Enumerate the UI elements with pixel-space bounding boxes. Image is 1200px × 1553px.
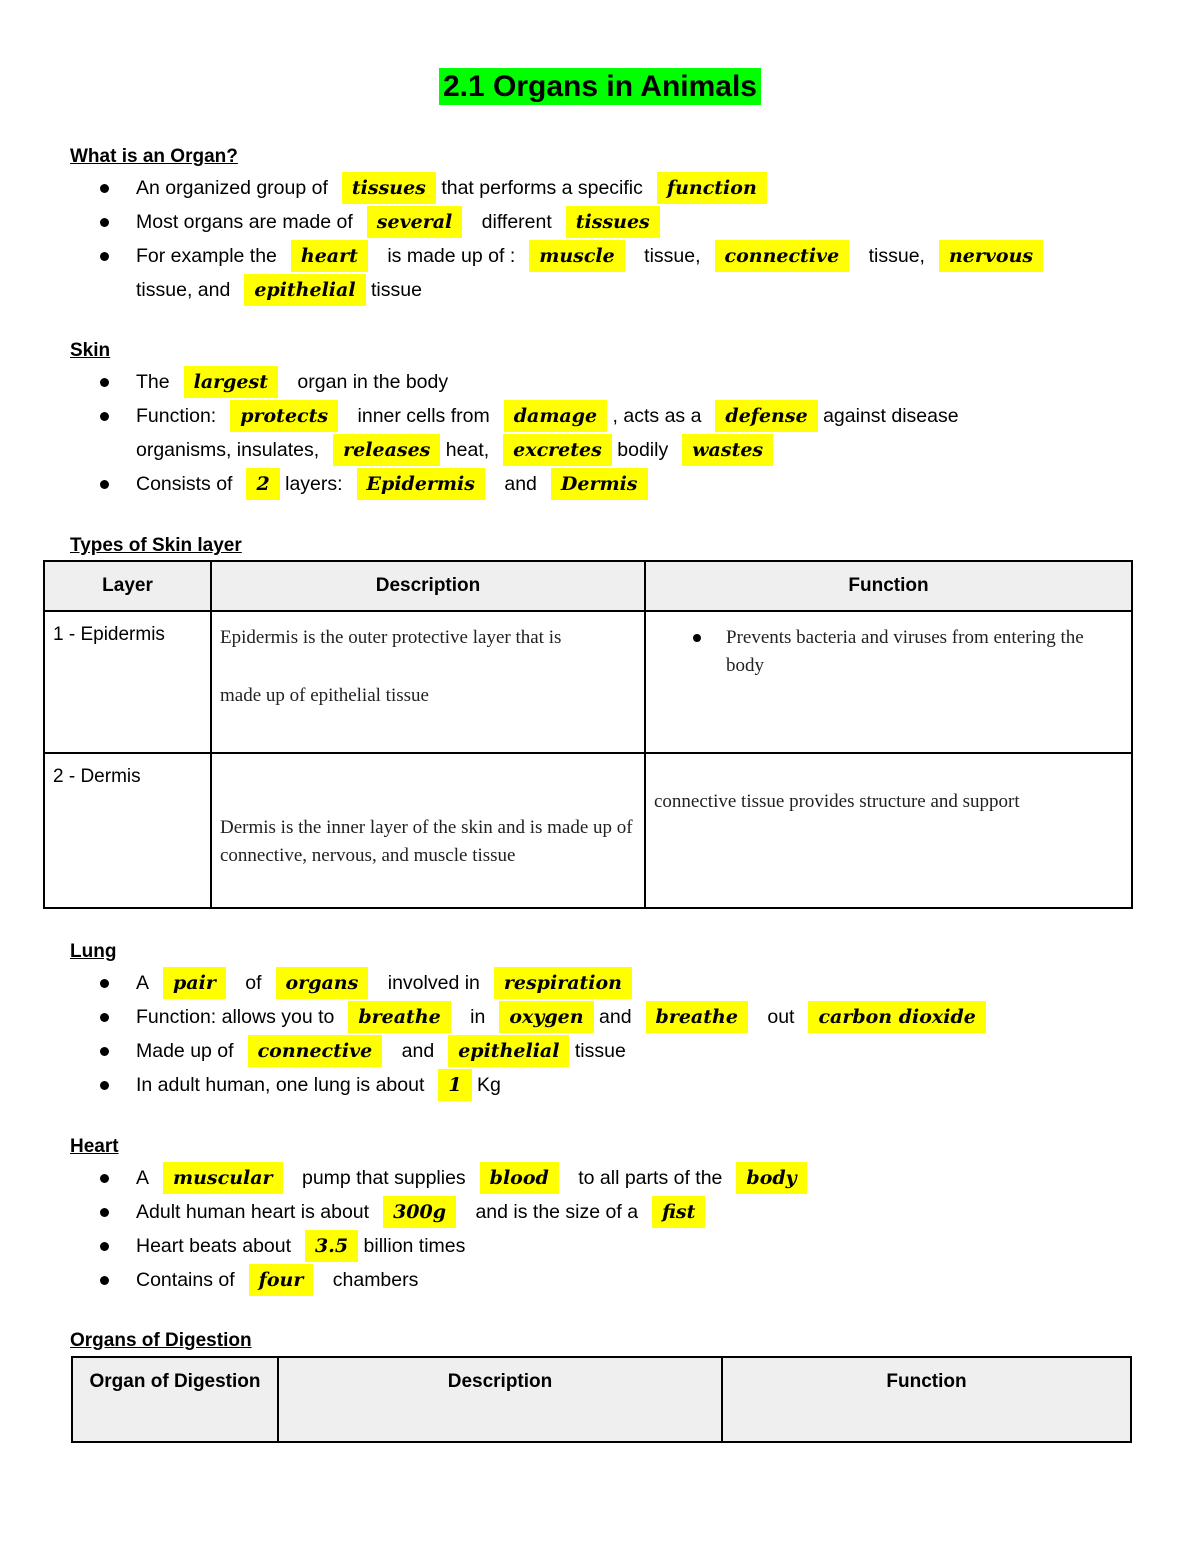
heart-line-3: Heart beats about 3.5 billion times	[136, 1230, 465, 1262]
skin-line-1: The largest organ in the body	[136, 366, 448, 398]
section-heading-digestion: Organs of Digestion	[70, 1330, 252, 1351]
organ-line-3: For example the heart is made up of : muscle tissue, connective tissue, nervous	[136, 240, 1043, 272]
bullet-icon	[100, 412, 109, 421]
section-heading-heart: Heart	[70, 1136, 119, 1157]
bullet-icon	[100, 1242, 109, 1251]
bullet-icon	[100, 979, 109, 988]
heart-line-1: A muscular pump that supplies blood to all parts of the body	[136, 1162, 807, 1194]
bullet-icon	[693, 634, 701, 642]
heart-line-2: Adult human heart is about 300g and is the size of a fist	[136, 1196, 705, 1228]
table-row	[44, 611, 1132, 753]
bullet-icon	[100, 252, 109, 261]
lung-line-4: In adult human, one lung is about 1 Kg	[136, 1069, 501, 1101]
table-row	[44, 753, 1132, 908]
layer-cell: 2 - Dermis	[44, 753, 211, 908]
bullet-icon	[100, 1174, 109, 1183]
bullet-icon	[100, 1081, 109, 1090]
function-cell: connective tissue provides structure and support	[645, 753, 1132, 908]
bullet-icon	[100, 1208, 109, 1217]
lung-line-1: A pair of organs involved in respiration	[136, 967, 632, 999]
lung-line-2: Function: allows you to breathe in oxygen and breathe out carbon dioxide	[136, 1001, 986, 1033]
function-cell: Prevents bacteria and viruses from entering the body	[645, 611, 1132, 753]
table-header-row	[72, 1357, 1131, 1442]
skin-line-3: organisms, insulates, releases heat, excretes bodily wastes	[136, 434, 773, 466]
description-cell: Dermis is the inner layer of the skin and is made up of connective, nervous, and muscle tissue	[211, 753, 645, 908]
digestion-table	[71, 1356, 1132, 1443]
lung-line-3: Made up of connective and epithelial tissue	[136, 1035, 626, 1067]
section-heading-skin-layers: Types of Skin layer	[70, 535, 242, 556]
organ-line-1: An organized group of tissues that performs a specific function	[136, 172, 767, 204]
column-header-description: Description	[211, 561, 645, 611]
layer-cell: 1 - Epidermis	[44, 611, 211, 753]
section-heading-lung: Lung	[70, 941, 117, 962]
skin-line-4: Consists of 2 layers: Epidermis and Dermis	[136, 468, 648, 500]
bullet-icon	[100, 1047, 109, 1056]
organ-line-2: Most organs are made of several different tissues	[136, 206, 660, 238]
bullet-icon	[100, 378, 109, 387]
bullet-icon	[100, 184, 109, 193]
heart-line-4: Contains of four chambers	[136, 1264, 418, 1296]
bullet-icon	[100, 218, 109, 227]
skin-layer-table	[43, 560, 1133, 909]
section-heading-skin: Skin	[70, 340, 111, 361]
skin-line-2: Function: protects inner cells from damage , acts as a defense against disease	[136, 400, 959, 432]
bullet-icon	[100, 1276, 109, 1285]
bullet-icon	[100, 1013, 109, 1022]
description-cell: Epidermis is the outer protective layer that is made up of epithelial tissue	[211, 611, 645, 753]
page-title: 2.1 Organs in Animals	[0, 70, 1200, 104]
organ-line-4: tissue, and epithelial tissue	[136, 274, 422, 306]
table-header-row	[44, 561, 1132, 611]
column-header-layer: Layer	[44, 561, 211, 611]
bullet-icon	[100, 480, 109, 489]
section-heading-organ: What is an Organ?	[70, 146, 238, 167]
column-header-organ: Organ of Digestion	[72, 1357, 278, 1442]
column-header-function: Function	[645, 561, 1132, 611]
column-header-function: Function	[722, 1357, 1131, 1442]
column-header-description: Description	[278, 1357, 722, 1442]
